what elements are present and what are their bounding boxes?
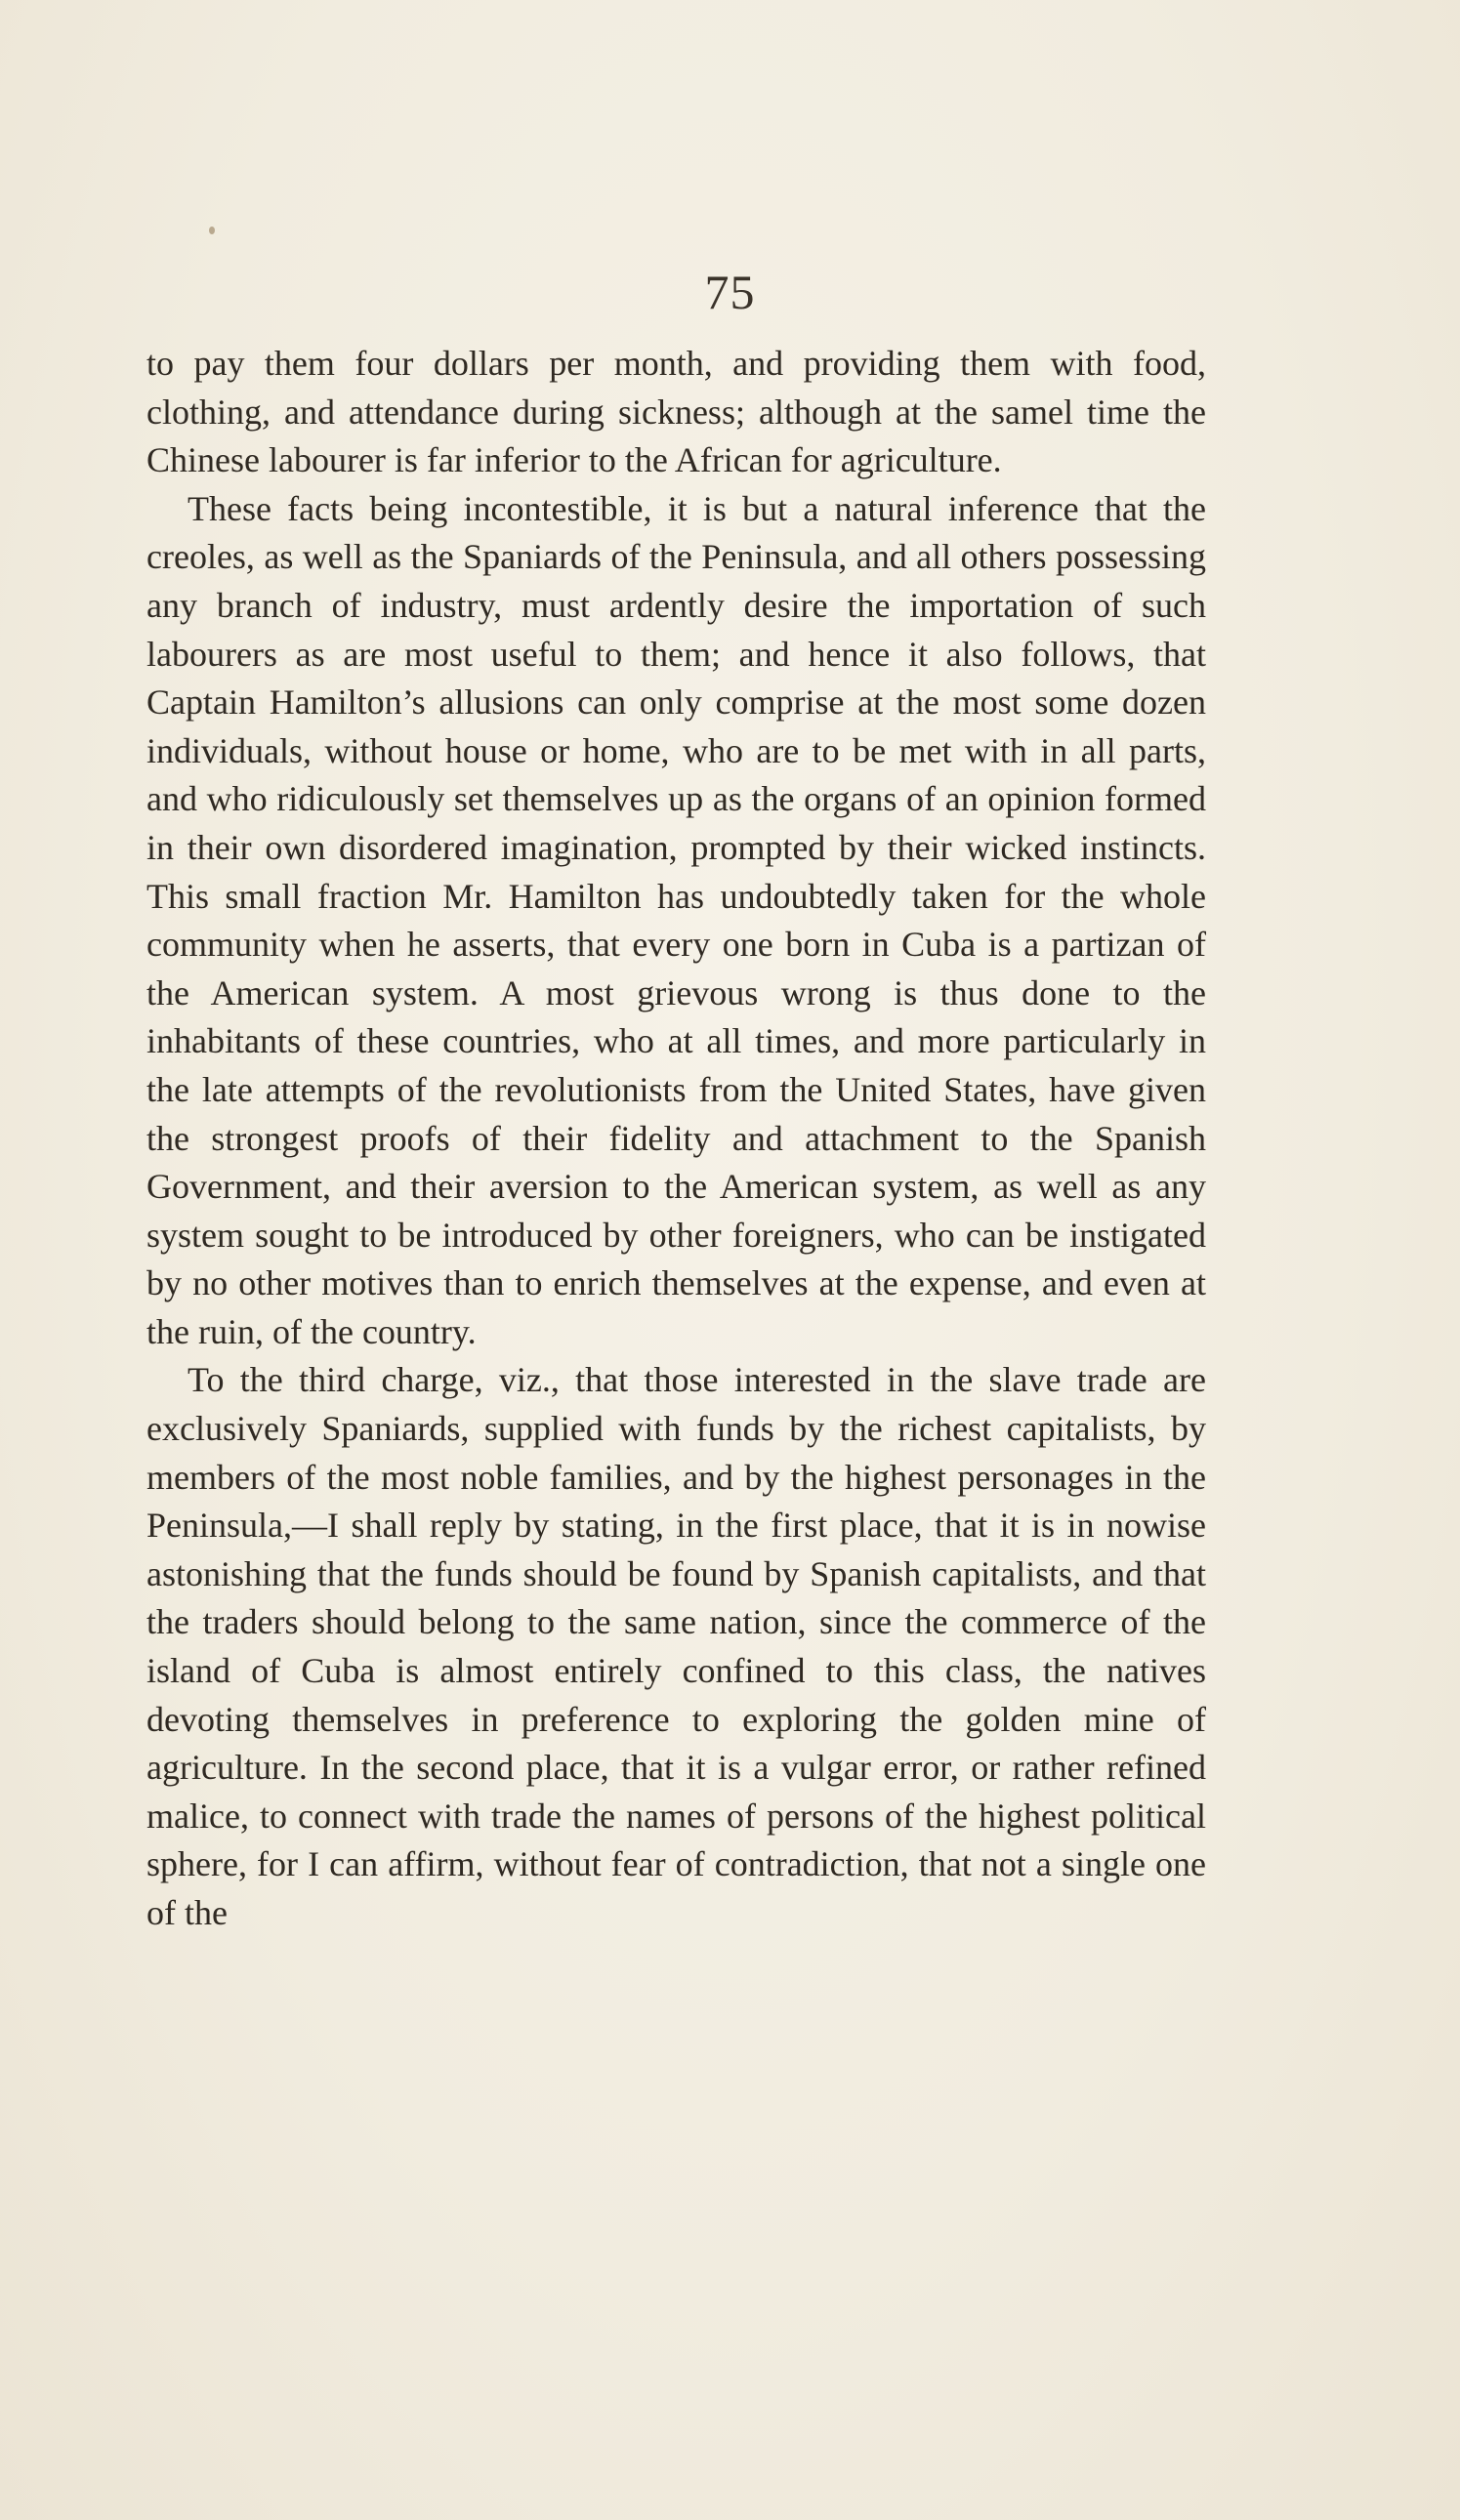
page-number: 75	[704, 265, 756, 319]
body-text	[146, 340, 1206, 1938]
ink-spot	[209, 227, 215, 234]
paragraph: To the third charge, viz., that those interested in the slave trade are exclusively Spaniards, supplied with funds by the richest capitalists, by members of the most noble families, and by the highest personages in the Peninsula,—I shall reply by stating, in the first place, that it is in nowise astonishing that the funds should be found by Spanish capitalists, and that the traders should belong to the same nation, since the commerce of the island of Cuba is almost entirely confined to this class, the natives devoting themselves in preference to exploring the golden mine of agriculture. In the second place, that it is a vulgar error, or rather refined malice, to connect with trade the names of persons of the highest political sphere, for I can affirm, without fear of contradiction, that not a single one of the	[146, 1360, 1206, 1932]
paragraph: These facts being incontestible, it is but a natural inference that the creoles, as well as the Spaniards of the Peninsula, and all others possessing any branch of industry, must ardently desire the importation of such labourers as are most useful to them; and hence it also follows, that Captain Hamilton’s allusions can only comprise at the most some dozen individuals, without house or home, who are to be met with in all parts, and who ridiculously set themselves up as the organs of an opinion formed in their own disordered imagination, prompted by their wicked instincts. This small fraction Mr. Hamilton has undoubtedly taken for the whole community when he asserts, that every one born in Cuba is a partizan of the American system. A most grievous wrong is thus done to the inhabitants of these countries, who at all times, and more particularly in the late attempts of the revolutionists from the United States, have given the strongest proofs of their fidelity and attachment to the Spanish Government, and their aversion to the American system, as well as any system sought to be introduced by other foreigners, who can be instigated by no other motives than to enrich themselves at the expense, and even at the ruin, of the country.	[146, 488, 1206, 1351]
paragraph-continued: to pay them four dollars per month, and providing them with food, clothing, and attendance during sickness; although at the samel time the Chinese labourer is far inferior to the African for agriculture.	[146, 344, 1206, 480]
